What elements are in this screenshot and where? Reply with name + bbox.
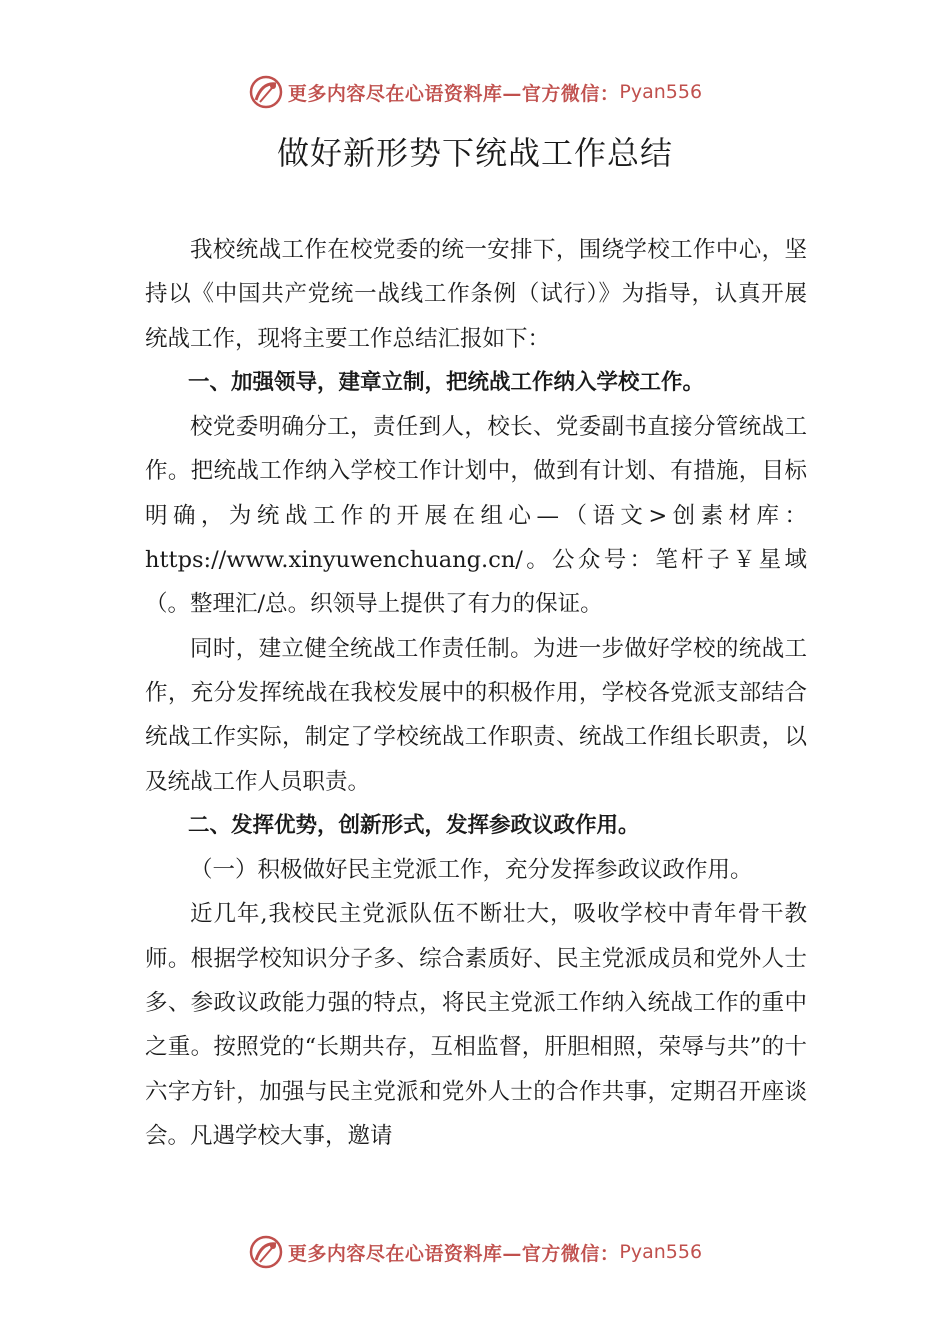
document-body (145, 228, 807, 1158)
paragraph-democratic-parties: 近几年,我校民主党派队伍不断壮大，吸收学校中青年骨干教师。根据学校知识分子多、综合素质好、民主党派成员和党外人士多、参政议政能力强的特点，将民主党派工作纳入统战工作的重中之重。按照党的“长期共存，互相监督，肝胆相照，荣辱与共”的十六字方针，加强与民主党派和党外人士的合作共事，定期召开座谈会。凡遇学校大事，邀请 (145, 901, 807, 1149)
logo-icon (248, 1234, 284, 1270)
paragraph-leadership: 校党委明确分工，责任到人，校长、党委副书直接分管统战工作。把统战工作纳入学校工作计划中，做到有计划、有措施，目标明确，为统战工作的开展在组心—（语文>创素材库：https://www.xinyuwenchuang.cn/。公众号：笔杆子￥星域（。整理汇/总。织领导上提供了有力的保证。 (145, 414, 807, 618)
subsection-heading-1: （一）积极做好民主党派工作，充分发挥参政议政作用。 (190, 857, 753, 884)
paragraph-responsibility: 同时，建立健全统战工作责任制。为进一步做好学校的统战工作，充分发挥统战在我校发展中的积极作用，学校各党派支部结合统战工作实际，制定了学校统战工作职责、统战工作组长职责，以及统战工作人员职责。 (145, 635, 807, 795)
paragraph-intro: 我校统战工作在校党委的统一安排下，围绕学校工作中心，坚持以《中国共产党统一战线工作条例（试行）》为指导，认真开展统战工作，现将主要工作总结汇报如下： (145, 237, 807, 352)
watermark-footer (0, 1232, 950, 1272)
section-heading-2: 二、发挥优势，创新形式，发挥参政议政作用。 (188, 812, 640, 838)
section-heading-1: 一、加强领导，建章立制，把统战工作纳入学校工作。 (188, 369, 705, 395)
watermark-text: 更多内容尽在心语资料库—官方微信： (287, 82, 620, 105)
watermark-id: Pyan556 (619, 81, 703, 103)
logo-icon (248, 74, 284, 110)
document-title: 做好新形势下统战工作总结 (276, 134, 673, 172)
watermark-id: Pyan556 (619, 1241, 703, 1263)
watermark-text: 更多内容尽在心语资料库—官方微信： (287, 1242, 620, 1265)
watermark-header (0, 72, 950, 112)
